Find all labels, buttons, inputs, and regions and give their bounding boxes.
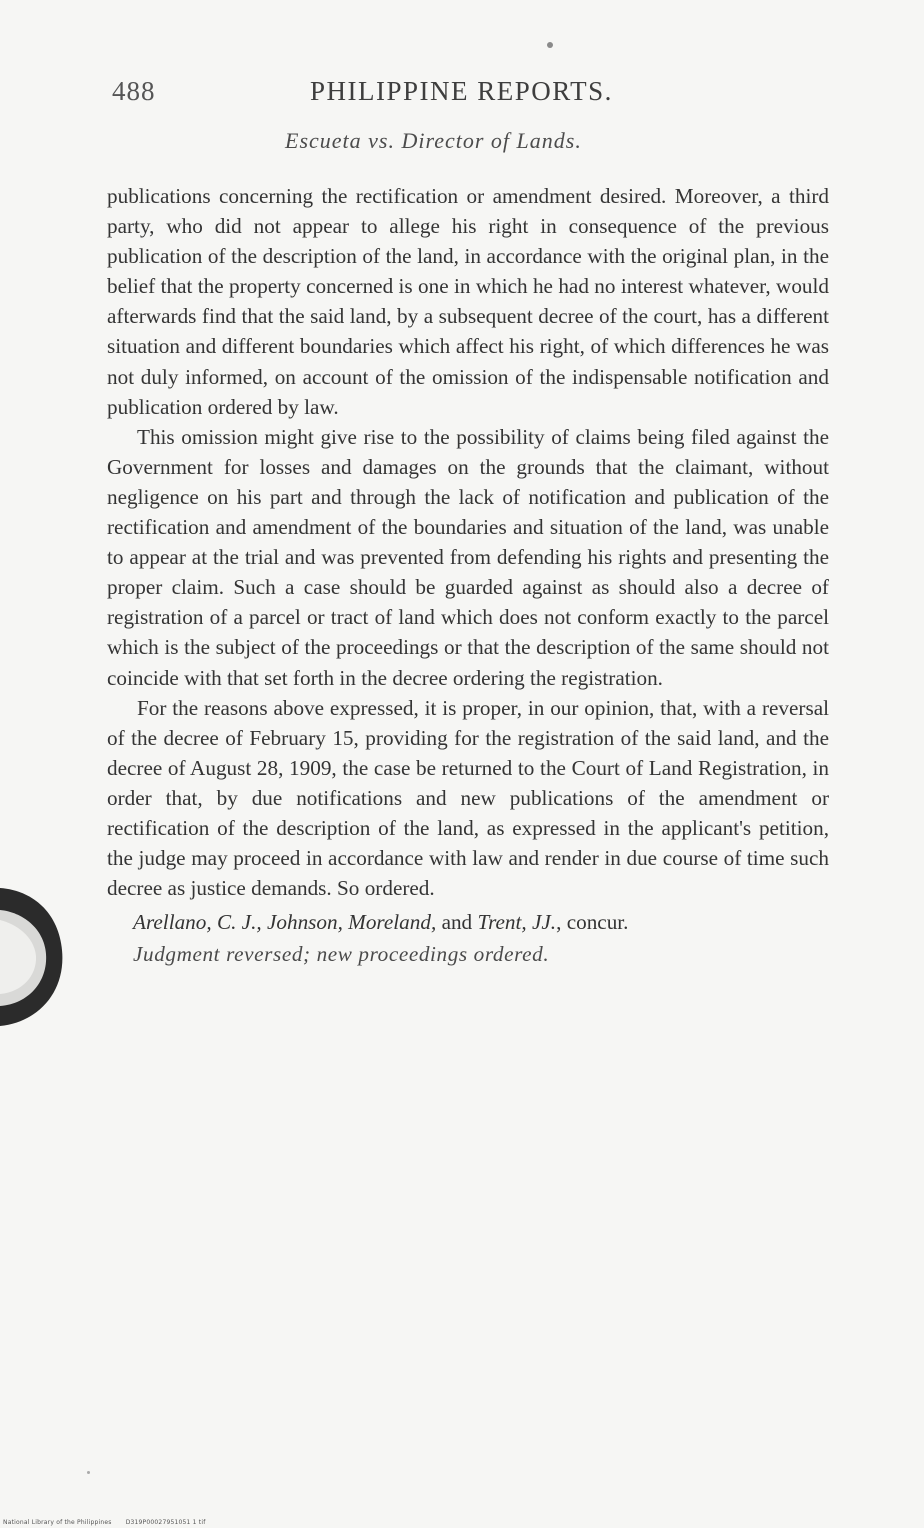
concurring-judge-last: Trent, JJ. [477, 910, 557, 935]
ink-dot [547, 42, 553, 48]
image-identifier: D319P00027951051 1 tif [125, 1519, 206, 1526]
paragraph-continued: publications concerning the rectification or amendment desired. Moreover, a third party, who did not appear to allege his right in consequence of the previous publication of the description of the land, in accordance with the original plan, in the belief that the property concerned is one in which he had no interest whatever, would afterwards find that the said land, by a subsequent decree of the court, has a different situation and different boundaries which affect his right, of which differences he was not duly informed, on account of the omission of the indispensable notification and publication ordered by law. [107, 184, 829, 419]
concurrence-suffix: , concur. [556, 910, 629, 935]
scan-speck [87, 1471, 90, 1474]
scan-footer [3, 1519, 206, 1526]
judgment-line: Judgment reversed; new proceedings ordered. [133, 942, 550, 967]
page-number: 488 [112, 76, 156, 106]
concurring-judges: Arellano, C. J., Johnson, Moreland, [133, 910, 437, 935]
paragraph-reasons: For the reasons above expressed, it is proper, in our opinion, that, with a reversal of the decree of February 15, providing for the registration of the said land, and the decree of August 28, 1909, the case be returned to the Court of Land Registration, in order that, by due notifications and new publications of the amendment or rectification of the description of the land, as expressed in the applicant's petition, the judge may proceed in accordance with law and render in due course of time such decree as justice demands. So ordered. [107, 695, 829, 901]
paragraph-omission: This omission might give rise to the possibility of claims being filed against the Government for losses and damages on the grounds that the claimant, without negligence on his part and through the lack of notification and publication of the rectification and amendment of the boundaries and situation of the land, was unable to appear at the trial and was prevented from defending his rights and presenting the proper claim. Such a case should be guarded against as should also a decree of registration of a parcel or tract of land which does not conform exactly to the parcel which is the subject of the proceedings or that the description of the same should not coincide with that set forth in the decree ordering the registration. [107, 424, 829, 690]
case-title: Escueta vs. Director of Lands. [285, 128, 582, 153]
body-text [107, 181, 829, 969]
concurrence-conjunction: and [436, 910, 478, 935]
running-title: PHILIPPINE REPORTS. [310, 76, 613, 106]
scanner-finger-shadow [0, 880, 70, 1030]
library-credit: National Library of the Philippines [3, 1519, 112, 1526]
page-header [112, 76, 832, 112]
concurrence-line [107, 907, 829, 937]
